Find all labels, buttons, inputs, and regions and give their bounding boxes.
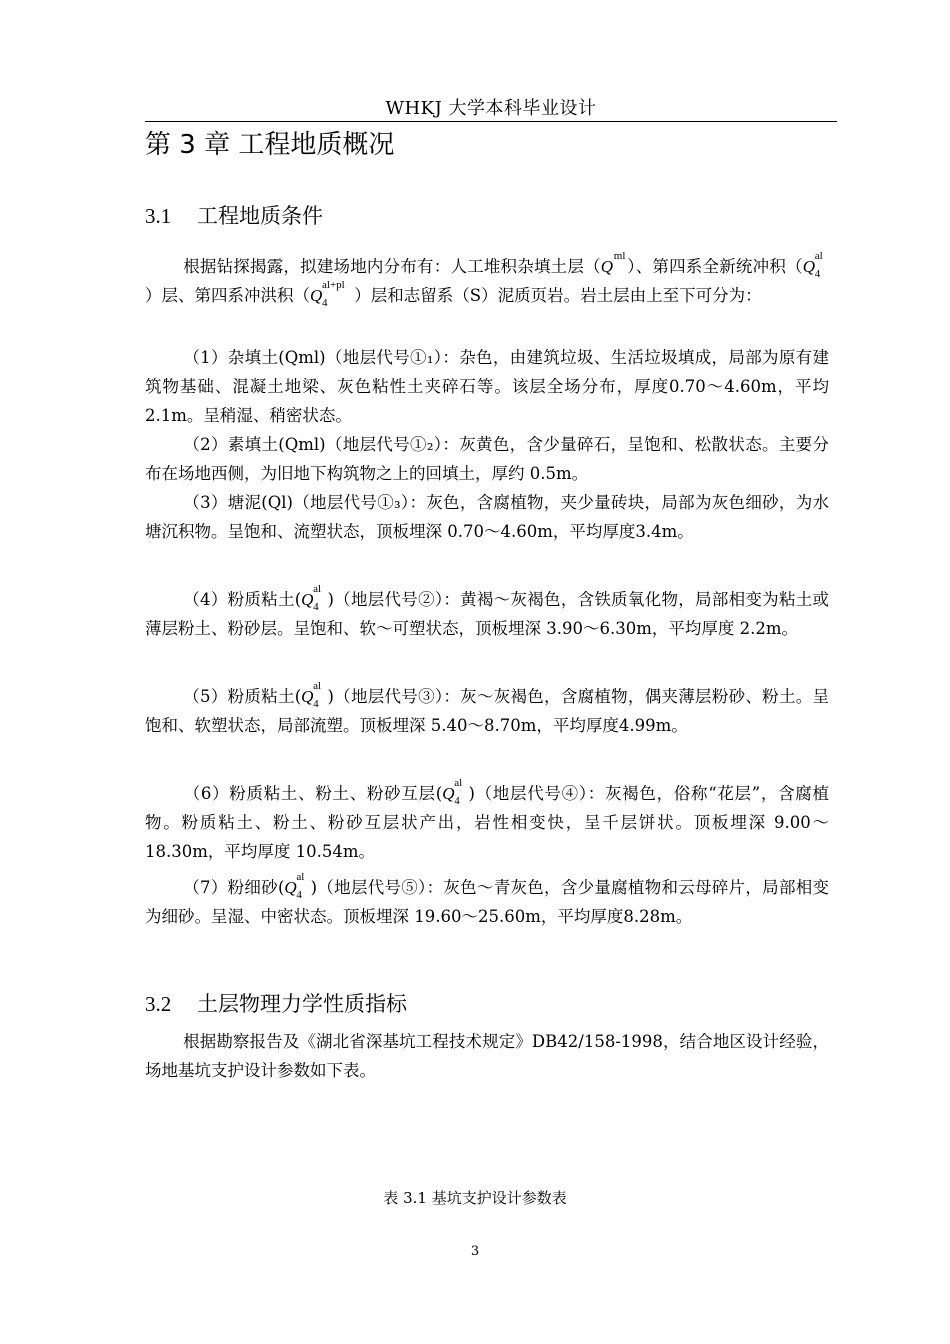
section-number: 3.2 (145, 992, 172, 1016)
section-number: 3.1 (145, 204, 172, 228)
page-number: 3 (470, 1244, 480, 1259)
section-heading-3-1 (145, 200, 323, 230)
intro-text-4: ）层和志留系（S）泥质页岩。岩土层由上至下可分为： (354, 286, 762, 305)
section-title: 土层物理力学性质指标 (197, 992, 407, 1016)
layer-item-5: （5）粉质粘土(Q al 4 )（地层代号③）：灰～灰褐色，含腐植物，偶夹薄层粉砂、粉土。呈饱和、软塑状态，局部流塑。顶板埋深 5.40～8.70m，平均厚度4.99m。 (145, 680, 830, 735)
intro-text-1: 根据钻探揭露，拟建场地内分布有：人工堆积杂填土层（ (183, 257, 601, 276)
layer-item-4: （4）粉质粘土(Q al 4 )（地层代号②）：黄褐～灰褐色，含铁质氧化物，局部相变为粘土或薄层粉土、粉砂层。呈饱和、软～可塑状态，顶板埋深 3.90～6.30m，平均厚度 2.2m。 (145, 583, 830, 638)
header-rule (145, 121, 837, 122)
intro-paragraph (145, 252, 829, 310)
intro-text-3: ）层、第四系冲洪积（ (145, 286, 310, 305)
formula-q4-al: Q al 4 (284, 871, 305, 901)
chapter-title: 第 3 章 工程地质概况 (145, 130, 395, 160)
section-title: 工程地质条件 (197, 204, 323, 228)
layer-item-3: （3）塘泥(Ql)（地层代号①₃）：灰色，含腐植物，夹少量砖块，局部为灰色细砂，为水塘沉积物。呈饱和、流塑状态，顶板埋深 0.70～4.60m，平均厚度3.4m。 (145, 493, 829, 541)
intro-text-2: ）、第四系全新统冲积（ (627, 257, 803, 276)
formula-q-ml: Q ml (600, 250, 626, 276)
formula-q4-al: Q al 4 (802, 250, 823, 280)
section-heading-3-2 (145, 988, 407, 1018)
formula-q4-alpl: Q al+pl 4 (310, 279, 345, 309)
layer-item-6: （6）粉质粘土、粉土、粉砂互层(Q al 4 )（地层代号④）：灰褐色，俗称“花层”，含腐植物。粉质粘土、粉土、粉砂互层状产出，岩性相变快，呈千层饼状。顶板埋深 9.00～18.30m，平均厚度 10.54m。 (145, 777, 829, 861)
layer-item-2: （2）素填土(Qml)（地层代号①₂）：灰黄色，含少量碎石，呈饱和、松散状态。主要分布在场地西侧，为旧地下构筑物之上的回填土，厚约 0.5m。 (145, 435, 829, 483)
section-3-2-paragraph: 根据勘察报告及《湖北省深基坑工程技术规定》DB42/158-1998，结合地区设计经验，场地基坑支护设计参数如下表。 (145, 1032, 829, 1080)
page-header: WHKJ 大学本科毕业设计 (385, 98, 597, 119)
formula-q4-al: Q al 4 (301, 680, 322, 710)
layer-item-1: （1）杂填土(Qml)（地层代号①₁）：杂色，由建筑垃圾、生活垃圾填成，局部为原有建筑物基础、混凝土地梁、灰色粘性土夹碎石等。该层全场分布，厚度0.70～4.60m，平均 2.1m。呈稍湿、稍密状态。 (145, 348, 829, 425)
layer-item-7: （7）粉细砂(Q al 4 )（地层代号⑤）：灰色～青灰色，含少量腐植物和云母碎片，局部相变为细砂。呈湿、中密状态。顶板埋深 19.60～25.60m，平均厚度8.28m。 (145, 871, 830, 926)
formula-q4-al: Q al 4 (301, 583, 322, 613)
formula-q4-al: Q al 4 (442, 777, 463, 807)
table-caption: 表 3.1 基坑支护设计参数表 (383, 1189, 567, 1207)
